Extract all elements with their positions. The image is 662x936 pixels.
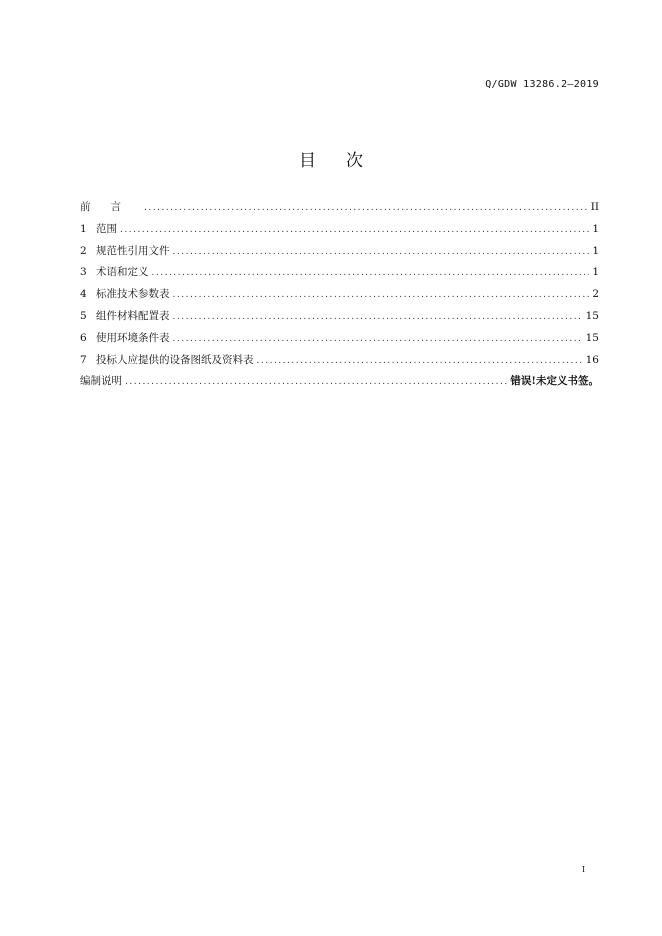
table-of-contents bbox=[80, 199, 599, 395]
toc-entry-label: 编制说明 bbox=[80, 375, 122, 388]
toc-entry-page: 15 bbox=[585, 309, 599, 322]
toc-entry-number: 4 bbox=[80, 288, 87, 301]
toc-entry-component-materials[interactable] bbox=[80, 308, 599, 330]
toc-entry-number: 5 bbox=[80, 309, 87, 322]
toc-dot-leader bbox=[120, 225, 589, 235]
toc-entry-label: 使用环境条件表 bbox=[96, 331, 170, 344]
toc-entry-label: 组件材料配置表 bbox=[96, 309, 170, 322]
toc-entry-foreword[interactable] bbox=[80, 199, 599, 221]
toc-entry-number: 7 bbox=[80, 353, 87, 366]
toc-entry-normative-references[interactable] bbox=[80, 243, 599, 265]
toc-entry-technical-parameters[interactable] bbox=[80, 286, 599, 308]
toc-entry-environment-conditions[interactable] bbox=[80, 330, 599, 352]
document-header-code: Q/GDW 13286.2—2019 bbox=[485, 79, 599, 90]
toc-dot-leader bbox=[152, 268, 590, 278]
toc-dot-leader bbox=[173, 290, 590, 300]
toc-entry-label: 规范性引用文件 bbox=[96, 244, 170, 257]
toc-entry-terms-definitions[interactable] bbox=[80, 264, 599, 286]
toc-entry-number: 2 bbox=[80, 244, 87, 257]
toc-entry-label: 术语和定义 bbox=[96, 266, 149, 279]
toc-entry-label: 范围 bbox=[96, 222, 117, 235]
toc-entry-number: 3 bbox=[80, 266, 87, 279]
page-number: I bbox=[581, 865, 585, 874]
toc-entry-page: 15 bbox=[585, 331, 599, 344]
toc-entry-page: 2 bbox=[592, 288, 599, 301]
toc-dot-leader bbox=[125, 377, 507, 387]
page-title: 目次 bbox=[299, 151, 393, 171]
toc-entry-number: 1 bbox=[80, 222, 87, 235]
toc-entry-page: 1 bbox=[592, 266, 599, 279]
toc-dot-leader bbox=[257, 356, 583, 366]
toc-entry-scope[interactable] bbox=[80, 221, 599, 243]
toc-entry-label: 前言 bbox=[80, 201, 141, 213]
toc-entry-label: 标准技术参数表 bbox=[96, 288, 170, 301]
toc-entry-label: 投标人应提供的设备图纸及资料表 bbox=[96, 353, 254, 366]
toc-entry-page: 16 bbox=[585, 353, 599, 366]
toc-dot-leader bbox=[144, 203, 588, 213]
toc-entry-compilation-notes[interactable] bbox=[80, 373, 599, 395]
toc-dot-leader bbox=[173, 312, 583, 322]
toc-dot-leader bbox=[173, 334, 583, 344]
toc-dot-leader bbox=[173, 247, 590, 257]
toc-entry-page: 1 bbox=[592, 244, 599, 257]
toc-entry-bidder-drawings[interactable] bbox=[80, 352, 599, 374]
toc-entry-number: 6 bbox=[80, 331, 87, 344]
toc-entry-page: 1 bbox=[592, 222, 599, 235]
toc-entry-page: II bbox=[590, 201, 599, 213]
toc-entry-page-error: 错误!未定义书签。 bbox=[510, 375, 599, 388]
